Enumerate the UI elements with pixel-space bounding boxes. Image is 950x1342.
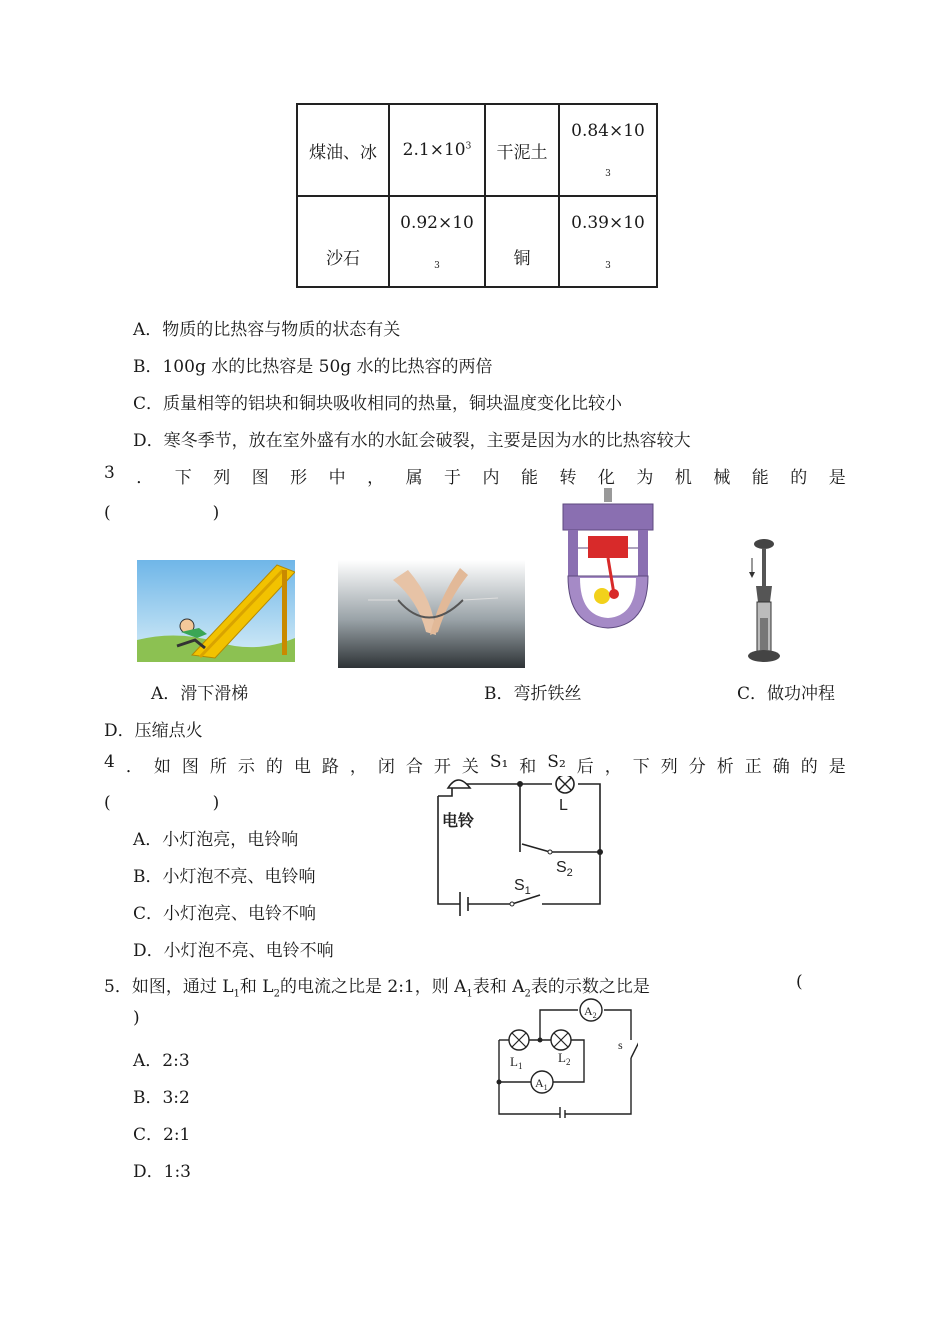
svg-text:S2	[556, 859, 573, 879]
stem-char: 下	[632, 757, 650, 777]
stem-char: 析	[716, 757, 734, 777]
stem-char: 图	[181, 757, 199, 777]
table-cell	[485, 196, 559, 287]
svg-text:L2	[558, 1050, 570, 1067]
q3-option-c: C．做功冲程	[737, 684, 836, 704]
stem-char: ．	[136, 468, 154, 488]
slide-picture	[137, 560, 295, 662]
stem-char: ．	[125, 757, 143, 777]
stem-char: S₂	[547, 752, 566, 772]
stem-char: 合	[405, 757, 423, 777]
q3-stem	[104, 463, 846, 488]
stem-char: 的	[790, 468, 808, 488]
q4-option-a: A．小灯泡亮，电铃响	[133, 830, 299, 850]
substance-name: 铜	[513, 248, 531, 269]
q2-option-b: B．100g 水的比热容是 50g 水的比热容的两倍	[133, 357, 493, 377]
stem-char: ，	[367, 468, 385, 488]
stem-char: 列	[213, 468, 231, 488]
substance-name: 干泥土	[496, 142, 548, 163]
table-row	[297, 196, 657, 287]
stem-char: 和	[519, 757, 537, 777]
stem-char: ，	[349, 757, 367, 777]
stem-char: 转	[559, 468, 577, 488]
q5-option-c: C．2:1	[133, 1125, 191, 1145]
stem-char: 4	[104, 752, 115, 772]
table-cell	[559, 196, 657, 287]
q4-option-d: D．小灯泡不亮、电铃不响	[133, 941, 334, 961]
q5-paren-open: (	[796, 972, 803, 992]
stem-char: 图	[251, 468, 269, 488]
lamp-label: L	[559, 797, 568, 814]
stem-char: 属	[405, 468, 423, 488]
table-cell	[297, 196, 389, 287]
specific-heat-table	[296, 103, 658, 288]
switch-label: s	[618, 1038, 623, 1052]
table-row	[297, 104, 657, 196]
substance-name: 煤油、冰	[309, 142, 377, 163]
value-exponent: 3	[465, 141, 472, 152]
q3-option-d: D．压缩点火	[104, 721, 203, 741]
stem-char: 化	[597, 468, 615, 488]
q5-paren-close: )	[133, 1008, 140, 1028]
s2-subscript: 2	[566, 867, 573, 879]
stem-char: 能	[520, 468, 538, 488]
value-base: 0.92×10	[400, 212, 474, 233]
stem-text: 和 L	[239, 977, 274, 997]
table-cell	[297, 104, 389, 196]
value-base: 0.84×10	[571, 121, 645, 141]
stem-text: 5．如图，通过 L	[104, 977, 234, 997]
stem-char: 列	[660, 757, 678, 777]
stem-char: ，	[604, 757, 622, 777]
l2-subscript: 2	[565, 1057, 571, 1067]
stem-char: 于	[444, 468, 462, 488]
stem-char: 是	[828, 468, 846, 488]
stem-char: 内	[482, 468, 500, 488]
q5-circuit-diagram	[494, 994, 638, 1118]
table-cell	[389, 196, 485, 287]
q4-stem	[104, 752, 846, 777]
q3-option-b: B．弯折铁丝	[484, 684, 582, 704]
a1-label: A	[535, 1076, 544, 1090]
value-base: 2.1×10	[402, 140, 466, 160]
q2-option-d: D．寒冬季节，放在室外盛有水的水缸会破裂，主要是因为水的比热容较大	[133, 431, 691, 451]
s1-label: S	[514, 877, 525, 894]
stem-char: 后	[576, 757, 594, 777]
stem-char: 电	[293, 757, 311, 777]
bending-wire-picture	[338, 560, 525, 668]
q3-option-a: A．滑下滑梯	[151, 684, 249, 704]
stem-char: 形	[290, 468, 308, 488]
stem-char: 的	[265, 757, 283, 777]
value-exponent: 3	[434, 260, 440, 271]
stem-char: 机	[674, 468, 692, 488]
l2-label: L	[558, 1050, 566, 1065]
q5-option-b: B．3:2	[133, 1088, 190, 1108]
a1-subscript: 1	[543, 1083, 548, 1092]
value-exponent: 3	[605, 169, 611, 179]
stem-subscript: 1	[466, 988, 473, 1000]
stem-char: 下	[174, 468, 192, 488]
engine-power-stroke-picture	[558, 486, 658, 632]
value-base: 0.39×10	[571, 212, 645, 233]
stem-char: 闭	[377, 757, 395, 777]
table-cell	[559, 104, 657, 196]
bell-label: 电铃	[442, 813, 475, 830]
svg-text:S1	[514, 877, 531, 897]
a2-subscript: 2	[592, 1011, 597, 1020]
stem-subscript: 2	[524, 988, 531, 1000]
q2-option-a: A．物质的比热容与物质的状态有关	[133, 320, 401, 340]
stem-subscript: 1	[233, 988, 240, 1000]
stem-char: 的	[800, 757, 818, 777]
stem-char: 为	[636, 468, 654, 488]
stem-char: 如	[153, 757, 171, 777]
stem-char: 械	[713, 468, 731, 488]
q3-answer-paren: ( )	[104, 503, 220, 523]
stem-text: 表和 A	[472, 977, 525, 997]
q4-answer-paren: ( )	[104, 793, 220, 813]
a2-label: A	[584, 1004, 593, 1018]
table-cell	[485, 104, 559, 196]
stem-char: 路	[321, 757, 339, 777]
q4-option-b: B．小灯泡不亮、电铃响	[133, 867, 316, 887]
stem-char: 开	[433, 757, 451, 777]
stem-char: 正	[744, 757, 762, 777]
stem-text: 表的示数之比是	[530, 977, 650, 997]
q5-option-a: A．2:3	[133, 1051, 190, 1071]
stem-text: 的电流之比是 2:1，则 A	[279, 977, 467, 997]
compression-ignition-picture	[744, 538, 784, 666]
stem-char: 所	[209, 757, 227, 777]
svg-text:L1	[510, 1054, 522, 1071]
stem-char: 示	[237, 757, 255, 777]
stem-char: 分	[688, 757, 706, 777]
s1-subscript: 1	[524, 885, 531, 897]
l1-label: L	[510, 1054, 518, 1069]
stem-subscript: 2	[273, 988, 280, 1000]
stem-char: 能	[751, 468, 769, 488]
stem-char: 确	[772, 757, 790, 777]
table-cell	[389, 104, 485, 196]
q4-option-c: C．小灯泡亮、电铃不响	[133, 904, 317, 924]
substance-name: 沙石	[326, 248, 360, 269]
stem-char: 是	[828, 757, 846, 777]
stem-char: S₁	[489, 752, 509, 772]
q4-circuit-diagram	[430, 776, 610, 922]
l1-subscript: 1	[517, 1061, 523, 1071]
stem-char: 关	[461, 757, 479, 777]
s2-label: S	[556, 859, 567, 876]
value-exponent: 3	[605, 260, 611, 271]
stem-char: 3	[104, 463, 115, 483]
q2-option-c: C．质量相等的铝块和铜块吸收相同的热量，铜块温度变化比较小	[133, 394, 623, 414]
stem-char: 中	[328, 468, 346, 488]
q5-option-d: D．1:3	[133, 1162, 191, 1182]
